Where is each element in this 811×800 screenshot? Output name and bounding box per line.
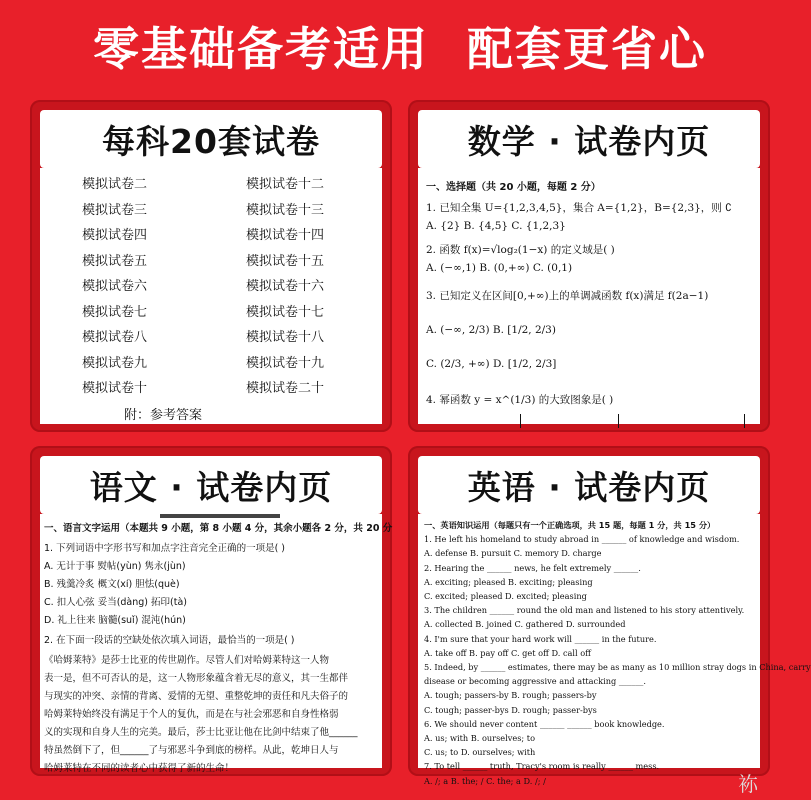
math-card-body <box>418 168 760 424</box>
page-text-line: C. tough; passer-bys D. rough; passer-bys <box>424 704 597 715</box>
paper-list-item: 模拟试卷九 <box>82 355 148 371</box>
banner-left-text: 零基础备考适用 <box>93 22 429 76</box>
page-text-line: A. /; a B. the; / C. the; a D. /; / <box>424 775 546 786</box>
paper-list-item: 模拟试卷六 <box>82 279 148 294</box>
page-text-line: A. 无计于事 熨帖(yùn) 隽永(jùn) <box>44 561 186 572</box>
paper-list-item: 模拟试卷七 <box>82 304 148 320</box>
papers-card-header <box>40 110 382 168</box>
page-text-line: B. 残羹冷炙 概文(xí) 胆怯(què) <box>44 579 180 590</box>
page-header-bar <box>160 514 280 518</box>
english-card <box>408 446 811 796</box>
papers-list-right <box>246 172 324 402</box>
page-text-line: A. us; with B. ourselves; to <box>424 733 536 743</box>
paper-list-item: 模拟试卷三 <box>82 202 148 218</box>
page-text-line: 2. 函数 f(x)=√log₂(1−x) 的定义域是( ) <box>426 244 615 256</box>
page-text-line: C. (2/3, +∞) D. [1/2, 2/3] <box>426 358 557 370</box>
section-heading: 一、语言文字运用（本题共 9 小题，第 8 小题 4 分，其余小题各 2 分，共 20 分 <box>44 523 393 534</box>
page-text-line: C. us; to D. ourselves; with <box>424 747 536 758</box>
page-text-line: 1. 下列词语中字形书写和加点字注音完全正确的一项是( ) <box>44 543 286 554</box>
page-text-line: 哈姆莱特始终没有满足于个人的复仇，而是在与社会邪恶和自身性格弱 <box>44 709 339 720</box>
paper-list-item: 模拟试卷二十 <box>246 381 325 396</box>
section-heading: 一、选择题（共 20 小题，每题 2 分） <box>426 182 601 193</box>
page-text-line: A. {2} B. {4,5} C. {1,2,3} <box>426 220 566 232</box>
english-card-header <box>418 456 760 514</box>
paper-list-item: 模拟试卷十四 <box>246 228 325 243</box>
papers-card-body <box>40 168 382 424</box>
paper-list-item: 模拟试卷二 <box>82 177 148 192</box>
page-text-line: A. take off B. pay off C. get off D. call off <box>424 647 592 658</box>
page-text-line: 1. He left his homeland to study abroad in ______ of knowledge and wisdom. <box>424 534 740 545</box>
page-text-line: C. excited; pleased D. excited; pleasing <box>424 591 587 601</box>
paper-list-item: 模拟试卷十三 <box>246 202 325 218</box>
section-heading: 一、英语知识运用（每题只有一个正确选项，共 15 题，每题 1 分，共 15 分） <box>424 520 716 530</box>
top-banner <box>0 0 800 92</box>
paper-list-item: 模拟试卷五 <box>82 253 148 269</box>
paper-list-item: 模拟试卷十二 <box>246 177 325 192</box>
papers-card <box>30 100 392 432</box>
page-text-line: 6. We should never content ______ ______ book knowledge. <box>424 718 665 729</box>
page-text-line: 特虽然倒下了，但______了与邪恶斗争到底的榜样。从此，乾坤日人与 <box>44 745 339 756</box>
page-text-line: disease or becoming aggressive and attacking ______. <box>424 676 646 687</box>
page-text-line: A. defense B. pursuit C. memory D. charge <box>424 548 602 559</box>
page-text-line: A. tough; passers-by B. rough; passers-by <box>424 690 597 701</box>
page-text-line: D. 礼上往来 脑髓(suǐ) 混沌(hún) <box>44 615 186 626</box>
page-text-line: 4. 幂函数 y = x^(1/3) 的大致图象是( ) <box>426 394 614 406</box>
appendix-label: 附：参考答案 <box>124 408 203 423</box>
paper-list-item: 模拟试卷十七 <box>246 304 325 320</box>
english-card-title: 英语 · 试卷内页 <box>467 467 711 507</box>
paper-list-item: 模拟试卷八 <box>82 330 148 345</box>
paper-list-item: 模拟试卷十六 <box>246 279 325 294</box>
page-text-line: 义的实现和自身人生的完美。最后，莎士比亚让他在比剑中结束了他______ <box>44 727 358 738</box>
page-text-line: 5. Indeed, by ______ estimates, there may be as many as 10 million stray dogs in China, carry <box>424 662 811 672</box>
page-text-line: A. exciting; pleased B. exciting; pleasing <box>424 576 593 587</box>
paper-list-item: 模拟试卷十九 <box>246 355 325 371</box>
paper-list-item: 模拟试卷四 <box>82 228 148 243</box>
english-card-body <box>418 514 811 796</box>
page-text-line: 表一是，但不可否认的是，这一人物形象蕴含着无尽的意义，其一生都伴 <box>44 673 349 684</box>
papers-card-title: 每科20套试卷 <box>102 121 320 161</box>
chinese-card-body <box>40 514 393 774</box>
paper-list-item: 模拟试卷十八 <box>246 330 325 345</box>
page-text-line: C. 扣人心弦 妥当(dàng) 拓印(tà) <box>44 597 187 608</box>
math-card <box>408 100 770 432</box>
page-text-line: 3. The children ______ round the old man and listened to his story attentively. <box>424 605 745 616</box>
watermark-glyph: 袮 <box>738 772 758 796</box>
page-text-line: 3. 已知定义在区间[0,+∞)上的单调减函数 f(x)满足 f(2a−1) <box>426 290 709 302</box>
page-text-line: 2. Hearing the ______ news, he felt extremely ______. <box>424 562 641 573</box>
graph-axis-c <box>744 414 745 428</box>
papers-list-left <box>82 172 147 402</box>
math-card-header <box>418 110 760 168</box>
page-text-line: A. collected B. joined C. gathered D. surrounded <box>424 619 626 630</box>
page-text-line: 2. 在下面一段话的空缺处依次填入词语，最恰当的一项是( ) <box>44 635 295 646</box>
math-card-title: 数学 · 试卷内页 <box>467 121 711 161</box>
page-text-line: A. (−∞, 2/3) B. [1/2, 2/3) <box>426 324 556 336</box>
graph-axis-b <box>618 414 619 428</box>
page-text-line: A. (−∞,1) B. (0,+∞) C. (0,1) <box>426 262 573 274</box>
chinese-card-title: 语文 · 试卷内页 <box>89 467 333 507</box>
graph-axis-a <box>520 414 521 428</box>
paper-list-item: 模拟试卷十 <box>82 381 148 396</box>
page-text-line: 哈姆莱特在不同的读者心中获得了新的生命！ <box>44 763 235 774</box>
page-text-line: 《哈姆莱特》是莎士比亚的传世剧作。尽管人们对哈姆莱特这一人物 <box>44 655 330 666</box>
page-text-line: 4. I'm sure that your hard work will ______ in the future. <box>424 633 657 644</box>
paper-list-item: 模拟试卷十五 <box>246 253 325 269</box>
page-text-line: 与现实的冲突、亲情的背离、爱情的无望、重整乾坤的责任和凡夫俗子的 <box>44 691 349 702</box>
page-text-line: 1. 已知全集 U={1,2,3,4,5}，集合 A={1,2}，B={2,3}，则 ∁ <box>426 202 732 214</box>
chinese-card <box>30 446 392 776</box>
banner-right-text: 配套更省心 <box>467 22 707 76</box>
chinese-card-header <box>40 456 382 514</box>
page-text-line: 7. To tell ______ truth, Tracy's room is really ______ mess. <box>424 761 660 772</box>
